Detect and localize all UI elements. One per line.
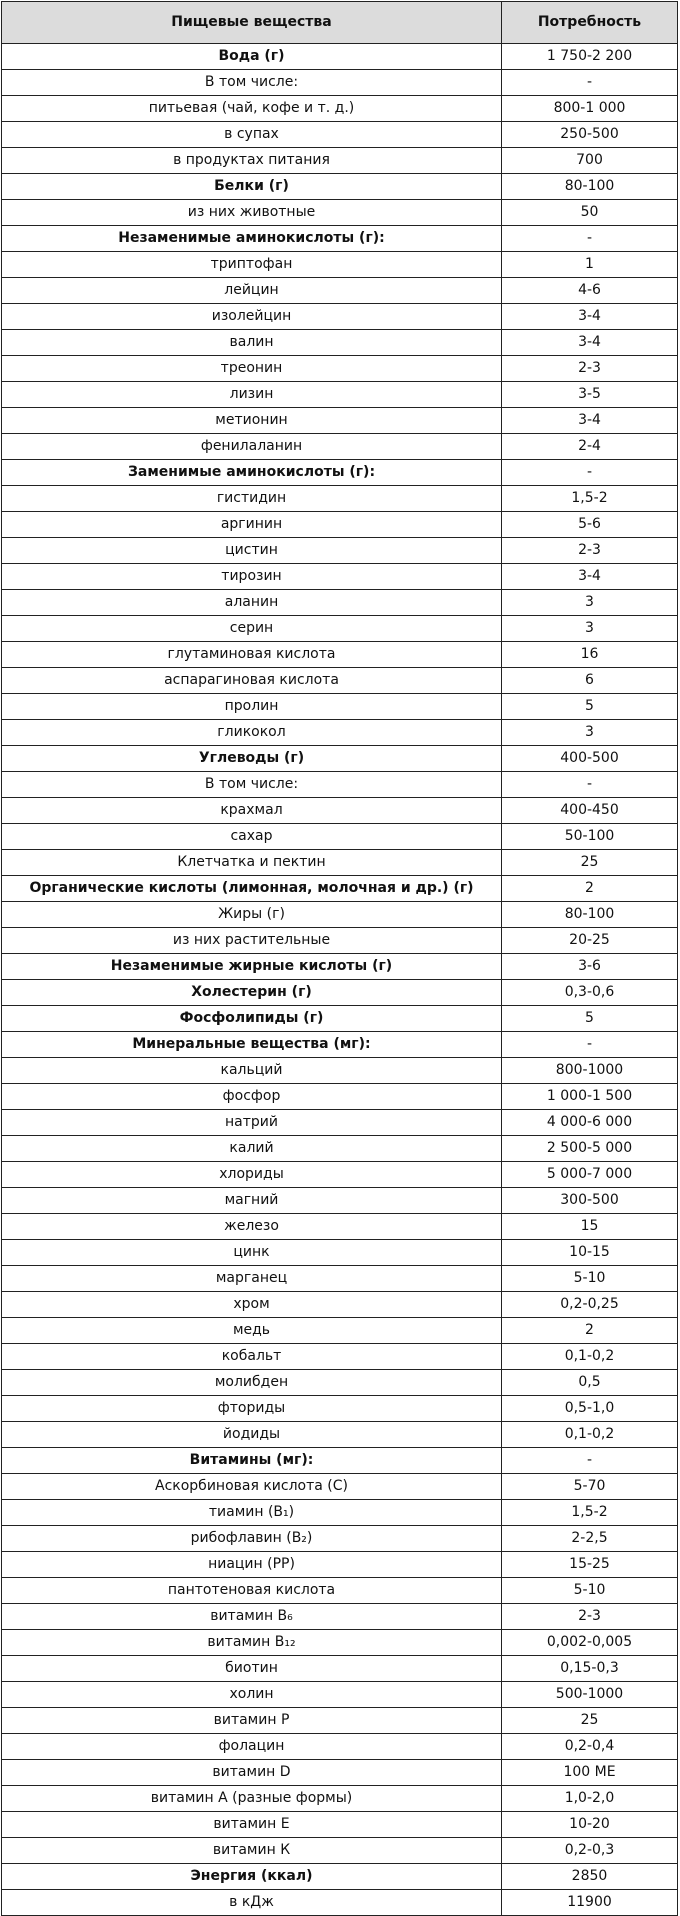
nutrient-name: фосфор: [2, 1084, 502, 1110]
nutrient-name: Белки (г): [2, 174, 502, 200]
requirement-value: 80-100: [502, 174, 678, 200]
table-header-row: [2, 2, 678, 44]
table-row: [2, 1864, 678, 1890]
nutrient-name: калий: [2, 1136, 502, 1162]
table-row: [2, 1526, 678, 1552]
requirement-value: 2: [502, 876, 678, 902]
table-row: [2, 44, 678, 70]
requirement-value: 3: [502, 590, 678, 616]
requirement-value: -: [502, 772, 678, 798]
nutrient-name: в продуктах питания: [2, 148, 502, 174]
table-row: [2, 1812, 678, 1838]
requirement-value: 0,2-0,4: [502, 1734, 678, 1760]
table-row: [2, 772, 678, 798]
nutrient-name: марганец: [2, 1266, 502, 1292]
table-row: [2, 1838, 678, 1864]
table-row: [2, 330, 678, 356]
table-row: [2, 278, 678, 304]
table-row: [2, 226, 678, 252]
requirement-value: 0,5-1,0: [502, 1396, 678, 1422]
nutrient-name: фолацин: [2, 1734, 502, 1760]
nutrient-requirements-table: [1, 1, 678, 1916]
nutrient-name: лейцин: [2, 278, 502, 304]
requirement-value: 250-500: [502, 122, 678, 148]
nutrient-name: хром: [2, 1292, 502, 1318]
nutrient-name: магний: [2, 1188, 502, 1214]
requirement-value: 500-1000: [502, 1682, 678, 1708]
requirement-value: 2-3: [502, 356, 678, 382]
header-nutrients: Пищевые вещества: [2, 2, 502, 44]
nutrient-name: пролин: [2, 694, 502, 720]
table-row: [2, 1578, 678, 1604]
requirement-value: 3: [502, 616, 678, 642]
table-row: [2, 434, 678, 460]
nutrient-name: триптофан: [2, 252, 502, 278]
requirement-value: 300-500: [502, 1188, 678, 1214]
table-row: [2, 408, 678, 434]
requirement-value: 3-6: [502, 954, 678, 980]
nutrient-name: серин: [2, 616, 502, 642]
header-requirement: Потребность: [502, 2, 678, 44]
requirement-value: 1: [502, 252, 678, 278]
nutrient-name: витамин В₁₂: [2, 1630, 502, 1656]
requirement-value: -: [502, 460, 678, 486]
nutrient-name: витамин Е: [2, 1812, 502, 1838]
table-row: [2, 980, 678, 1006]
requirement-value: 0,002-0,005: [502, 1630, 678, 1656]
requirement-value: 0,1-0,2: [502, 1344, 678, 1370]
nutrient-name: аспарагиновая кислота: [2, 668, 502, 694]
requirement-value: 2 500-5 000: [502, 1136, 678, 1162]
nutrient-name: Жиры (г): [2, 902, 502, 928]
table-row: [2, 1136, 678, 1162]
table-row: [2, 1448, 678, 1474]
table-row: [2, 486, 678, 512]
requirement-value: 5: [502, 1006, 678, 1032]
requirement-value: 100 МЕ: [502, 1760, 678, 1786]
nutrient-name: витамин К: [2, 1838, 502, 1864]
requirement-value: 700: [502, 148, 678, 174]
nutrient-name: из них растительные: [2, 928, 502, 954]
nutrient-name: Углеводы (г): [2, 746, 502, 772]
nutrient-name: Витамины (мг):: [2, 1448, 502, 1474]
nutrient-name: в кДж: [2, 1890, 502, 1916]
table-row: [2, 1760, 678, 1786]
table-row: [2, 174, 678, 200]
table-row: [2, 1786, 678, 1812]
nutrient-name: В том числе:: [2, 772, 502, 798]
nutrient-name: рибофлавин (В₂): [2, 1526, 502, 1552]
nutrient-name: молибден: [2, 1370, 502, 1396]
table-row: [2, 70, 678, 96]
nutrient-name: Минеральные вещества (мг):: [2, 1032, 502, 1058]
requirement-value: 1 750-2 200: [502, 44, 678, 70]
nutrient-name: Аскорбиновая кислота (С): [2, 1474, 502, 1500]
requirement-value: 5-10: [502, 1578, 678, 1604]
table-row: [2, 902, 678, 928]
table-row: [2, 1240, 678, 1266]
requirement-value: 1,0-2,0: [502, 1786, 678, 1812]
requirement-value: 2-2,5: [502, 1526, 678, 1552]
requirement-value: 6: [502, 668, 678, 694]
requirement-value: 0,2-0,25: [502, 1292, 678, 1318]
table-row: [2, 1266, 678, 1292]
table-row: [2, 538, 678, 564]
table-row: [2, 1292, 678, 1318]
nutrient-name: тирозин: [2, 564, 502, 590]
requirement-value: 50-100: [502, 824, 678, 850]
nutrient-name: аргинин: [2, 512, 502, 538]
nutrient-name: витамин В₆: [2, 1604, 502, 1630]
nutrient-name: Незаменимые аминокислоты (г):: [2, 226, 502, 252]
requirement-value: 10-20: [502, 1812, 678, 1838]
nutrient-name: из них животные: [2, 200, 502, 226]
table-row: [2, 876, 678, 902]
requirement-value: 5 000-7 000: [502, 1162, 678, 1188]
nutrient-name: В том числе:: [2, 70, 502, 96]
nutrient-name: цистин: [2, 538, 502, 564]
table-row: [2, 1344, 678, 1370]
table-row: [2, 1604, 678, 1630]
nutrient-name: глутаминовая кислота: [2, 642, 502, 668]
nutrient-name: Органические кислоты (лимонная, молочная и др.) (г): [2, 876, 502, 902]
table-row: [2, 96, 678, 122]
table-row: [2, 252, 678, 278]
requirement-value: 20-25: [502, 928, 678, 954]
requirement-value: 2-3: [502, 538, 678, 564]
table-row: [2, 1188, 678, 1214]
table-row: [2, 642, 678, 668]
requirement-value: 15-25: [502, 1552, 678, 1578]
nutrient-name: Фосфолипиды (г): [2, 1006, 502, 1032]
nutrient-name: витамин А (разные формы): [2, 1786, 502, 1812]
requirement-value: 0,2-0,3: [502, 1838, 678, 1864]
nutrient-name: Энергия (ккал): [2, 1864, 502, 1890]
nutrient-name: тиамин (В₁): [2, 1500, 502, 1526]
requirement-value: 25: [502, 1708, 678, 1734]
table-row: [2, 1890, 678, 1916]
table-row: [2, 304, 678, 330]
requirement-value: -: [502, 1448, 678, 1474]
table-row: [2, 1214, 678, 1240]
nutrient-name: медь: [2, 1318, 502, 1344]
nutrient-name: гликокол: [2, 720, 502, 746]
table-row: [2, 1032, 678, 1058]
table-row: [2, 850, 678, 876]
table-row: [2, 824, 678, 850]
table-row: [2, 1006, 678, 1032]
requirement-value: -: [502, 70, 678, 96]
requirement-value: -: [502, 226, 678, 252]
table-row: [2, 1162, 678, 1188]
table-row: [2, 590, 678, 616]
nutrient-name: Вода (г): [2, 44, 502, 70]
table-row: [2, 1318, 678, 1344]
table-row: [2, 746, 678, 772]
requirement-value: 80-100: [502, 902, 678, 928]
nutrient-name: питьевая (чай, кофе и т. д.): [2, 96, 502, 122]
table-row: [2, 356, 678, 382]
table-row: [2, 460, 678, 486]
nutrient-name: холин: [2, 1682, 502, 1708]
requirement-value: 5: [502, 694, 678, 720]
nutrient-name: изолейцин: [2, 304, 502, 330]
nutrient-name: гистидин: [2, 486, 502, 512]
requirement-value: 1 000-1 500: [502, 1084, 678, 1110]
requirement-value: 800-1000: [502, 1058, 678, 1084]
table-row: [2, 798, 678, 824]
table-row: [2, 1500, 678, 1526]
table-row: [2, 1084, 678, 1110]
table-row: [2, 928, 678, 954]
table-row: [2, 1708, 678, 1734]
nutrient-name: йодиды: [2, 1422, 502, 1448]
nutrient-name: пантотеновая кислота: [2, 1578, 502, 1604]
nutrient-name: метионин: [2, 408, 502, 434]
requirement-value: -: [502, 1032, 678, 1058]
requirement-value: 3-4: [502, 304, 678, 330]
table-row: [2, 720, 678, 746]
table-row: [2, 954, 678, 980]
table-row: [2, 616, 678, 642]
table-row: [2, 668, 678, 694]
requirement-value: 50: [502, 200, 678, 226]
table-row: [2, 1370, 678, 1396]
nutrient-name: лизин: [2, 382, 502, 408]
requirement-value: 4 000-6 000: [502, 1110, 678, 1136]
nutrient-name: сахар: [2, 824, 502, 850]
requirement-value: 16: [502, 642, 678, 668]
nutrient-name: хлориды: [2, 1162, 502, 1188]
requirement-value: 1,5-2: [502, 486, 678, 512]
requirement-value: 0,1-0,2: [502, 1422, 678, 1448]
nutrient-name: ниацин (РР): [2, 1552, 502, 1578]
requirement-value: 0,3-0,6: [502, 980, 678, 1006]
table-row: [2, 1734, 678, 1760]
table-row: [2, 1630, 678, 1656]
table-row: [2, 1682, 678, 1708]
table-row: [2, 382, 678, 408]
nutrient-name: биотин: [2, 1656, 502, 1682]
table-row: [2, 1058, 678, 1084]
nutrient-name: валин: [2, 330, 502, 356]
table-row: [2, 1422, 678, 1448]
requirement-value: 400-450: [502, 798, 678, 824]
nutrient-name: в супах: [2, 122, 502, 148]
nutrient-name: цинк: [2, 1240, 502, 1266]
nutrient-name: Заменимые аминокислоты (г):: [2, 460, 502, 486]
table-row: [2, 122, 678, 148]
requirement-value: 3: [502, 720, 678, 746]
nutrient-name: Незаменимые жирные кислоты (г): [2, 954, 502, 980]
table-row: [2, 1396, 678, 1422]
requirement-value: 2: [502, 1318, 678, 1344]
requirement-value: 3-4: [502, 564, 678, 590]
requirement-value: 1,5-2: [502, 1500, 678, 1526]
requirement-value: 5-70: [502, 1474, 678, 1500]
requirement-value: 2-3: [502, 1604, 678, 1630]
requirement-value: 0,15-0,3: [502, 1656, 678, 1682]
nutrient-name: кальций: [2, 1058, 502, 1084]
table-row: [2, 694, 678, 720]
table-row: [2, 1552, 678, 1578]
requirement-value: 4-6: [502, 278, 678, 304]
table-row: [2, 1474, 678, 1500]
requirement-value: 5-10: [502, 1266, 678, 1292]
requirement-value: 5-6: [502, 512, 678, 538]
nutrient-name: крахмал: [2, 798, 502, 824]
table-body: [2, 44, 678, 1916]
requirement-value: 10-15: [502, 1240, 678, 1266]
nutrient-name: железо: [2, 1214, 502, 1240]
nutrient-name: Клетчатка и пектин: [2, 850, 502, 876]
requirement-value: 2-4: [502, 434, 678, 460]
nutrient-name: аланин: [2, 590, 502, 616]
requirement-value: 3-4: [502, 330, 678, 356]
requirement-value: 11900: [502, 1890, 678, 1916]
nutrient-name: витамин D: [2, 1760, 502, 1786]
table-row: [2, 200, 678, 226]
nutrient-name: фториды: [2, 1396, 502, 1422]
nutrient-name: натрий: [2, 1110, 502, 1136]
nutrient-name: фенилаланин: [2, 434, 502, 460]
table-row: [2, 1656, 678, 1682]
requirement-value: 2850: [502, 1864, 678, 1890]
requirement-value: 400-500: [502, 746, 678, 772]
requirement-value: 15: [502, 1214, 678, 1240]
nutrient-name: Холестерин (г): [2, 980, 502, 1006]
nutrient-name: треонин: [2, 356, 502, 382]
nutrient-name: кобальт: [2, 1344, 502, 1370]
table-row: [2, 148, 678, 174]
table-row: [2, 1110, 678, 1136]
table-row: [2, 512, 678, 538]
requirement-value: 25: [502, 850, 678, 876]
nutrient-name: витамин Р: [2, 1708, 502, 1734]
requirement-value: 800-1 000: [502, 96, 678, 122]
requirement-value: 3-5: [502, 382, 678, 408]
requirement-value: 0,5: [502, 1370, 678, 1396]
requirement-value: 3-4: [502, 408, 678, 434]
table-row: [2, 564, 678, 590]
